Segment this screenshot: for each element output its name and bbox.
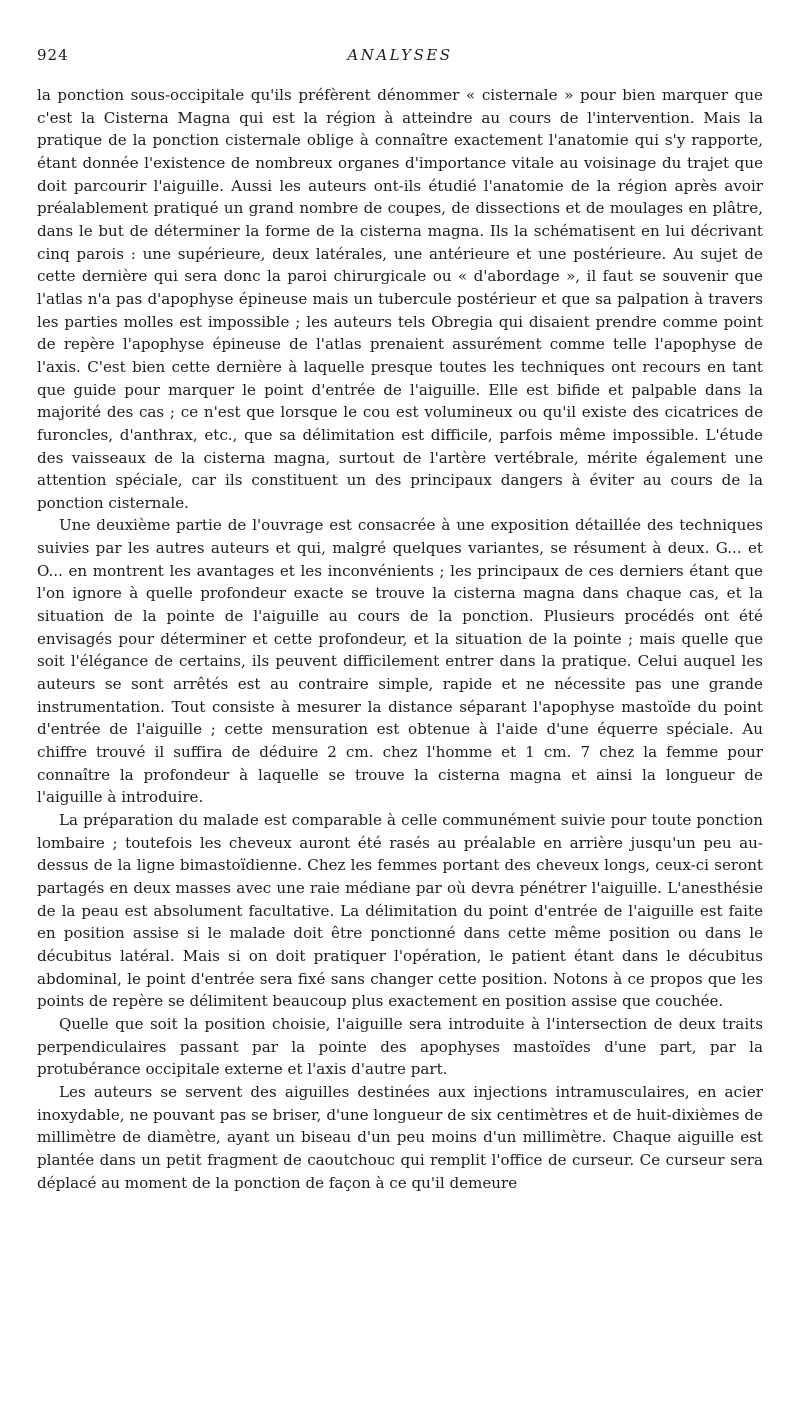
running-header [37,46,763,70]
page-number: 924 [37,46,69,64]
paragraph: Les auteurs se servent des aiguilles destinées aux injections intramusculaires, en acier inoxydable, ne pouvant pas se briser, d'une longueur de six centimètres et de huit-dixièmes de millimètre de diamètre, ayant un biseau d'un peu moins d'un millimètre. Chaque aiguille est plantée dans un petit fragment de caoutchouc qui remplit l'office de curseur. Ce curseur sera déplacé au moment de la ponction de façon à ce qu'il demeure [37,1082,763,1192]
paragraph: la ponction sous-occipitale qu'ils préfèrent dénommer « cisternale » pour bien marquer que c'est la Cisterna Magna qui est la région à atteindre au cours de l'intervention. Mais la pratique de la ponction cisternale oblige à connaître exactement l'anatomie qui s'y rapporte, étant donnée l'existence de nombreux organes d'importance vitale au voisinage du trajet que doit parcourir l'aiguille. Aussi les auteurs ont-ils étudié l'anatomie de la région après avoir préalablement pratiqué un grand nombre de coupes, de dissections et de moulages en plâtre, dans le but de déterminer la forme de la cisterna magna. Ils la schématisent en lui décrivant cinq parois : une supérieure, deux latérales, une antérieure et une postérieure. Au sujet de cette dernière qui sera donc la paroi chirurgicale ou « d'abordage », il faut se souvenir que l'atlas n'a pas d'apophyse épineuse mais un tubercule postérieur et que sa palpation à travers les parties molles est impossible ; les auteurs tels Obregia qui disaient prendre comme point de repère l'apophyse épineuse de l'atlas prenaient assurément comme telle l'apophyse de l'axis. C'est bien cette dernière à laquelle presque toutes les techniques ont recours en tant que guide pour marquer le point d'entrée de l'aiguille. Elle est bifide et palpable dans la majorité des cas ; ce n'est que lorsque le cou est volumineux ou qu'il existe des cicatrices de furoncles, d'anthrax, etc., que sa délimitation est difficile, parfois même impossible. L'étude des vaisseaux de la cisterna magna, surtout de l'artère vertébrale, mérite également une attention spéciale, car ils constituent un des principaux dangers à éviter au cours de la ponction cisternale. [37,86,763,512]
paragraph: La préparation du malade est comparable à celle communément suivie pour toute ponction lombaire ; toutefois les cheveux auront été rasés au préalable en arrière jusqu'un peu au-dessus de la ligne bimastoïdienne. Chez les femmes portant des cheveux longs, ceux-ci seront partagés en deux masses avec une raie médiane par où devra pénétrer l'aiguille. L'anesthésie de la peau est absolument facultative. La délimitation du point d'entrée de l'aiguille est faite en position assise si le malade doit être ponctionné dans cette même position ou dans le décubitus latéral. Mais si on doit pratiquer l'opération, le patient étant dans le décubitus abdominal, le point d'entrée sera fixé sans changer cette position. Notons à ce propos que les points de repère se délimitent beaucoup plus exactement en position assise que couchée. [37,811,763,1011]
body-text [37,84,763,1194]
paragraph: Une deuxième partie de l'ouvrage est consacrée à une exposition détaillée des techniques suivies par les autres auteurs et qui, malgré quelques variantes, se résument à deux. G... et O... en montrent les avantages et les inconvénients ; les principaux de ces derniers étant que l'on ignore à quelle profondeur exacte se trouve la cisterna magna dans chaque cas, et la situation de la pointe de l'aiguille au cours de la ponction. Plusieurs procédés ont été envisagés pour déterminer et cette profondeur, et la situation de la pointe ; mais quelle que soit l'élégance de certains, ils peuvent difficilement entrer dans la pratique. Celui auquel les auteurs se sont arrêtés est au contraire simple, rapide et ne nécessite pas une grande instrumentation. Tout consiste à mesurer la distance séparant l'apophyse mastoïde du point d'entrée de l'aiguille ; cette mensuration est obtenue à l'aide d'une équerre spéciale. Au chiffre trouvé il suffira de déduire 2 cm. chez l'homme et 1 cm. 7 chez la femme pour connaître la profondeur à laquelle se trouve la cisterna magna et ainsi la longueur de l'aiguille à introduire. [37,516,763,807]
section-title: ANALYSES [347,46,453,64]
paragraph: Quelle que soit la position choisie, l'aiguille sera introduite à l'intersection de deux traits perpendiculaires passant par la pointe des apophyses mastoïdes d'une part, par la protubérance occipitale externe et l'axis d'autre part. [37,1014,763,1079]
